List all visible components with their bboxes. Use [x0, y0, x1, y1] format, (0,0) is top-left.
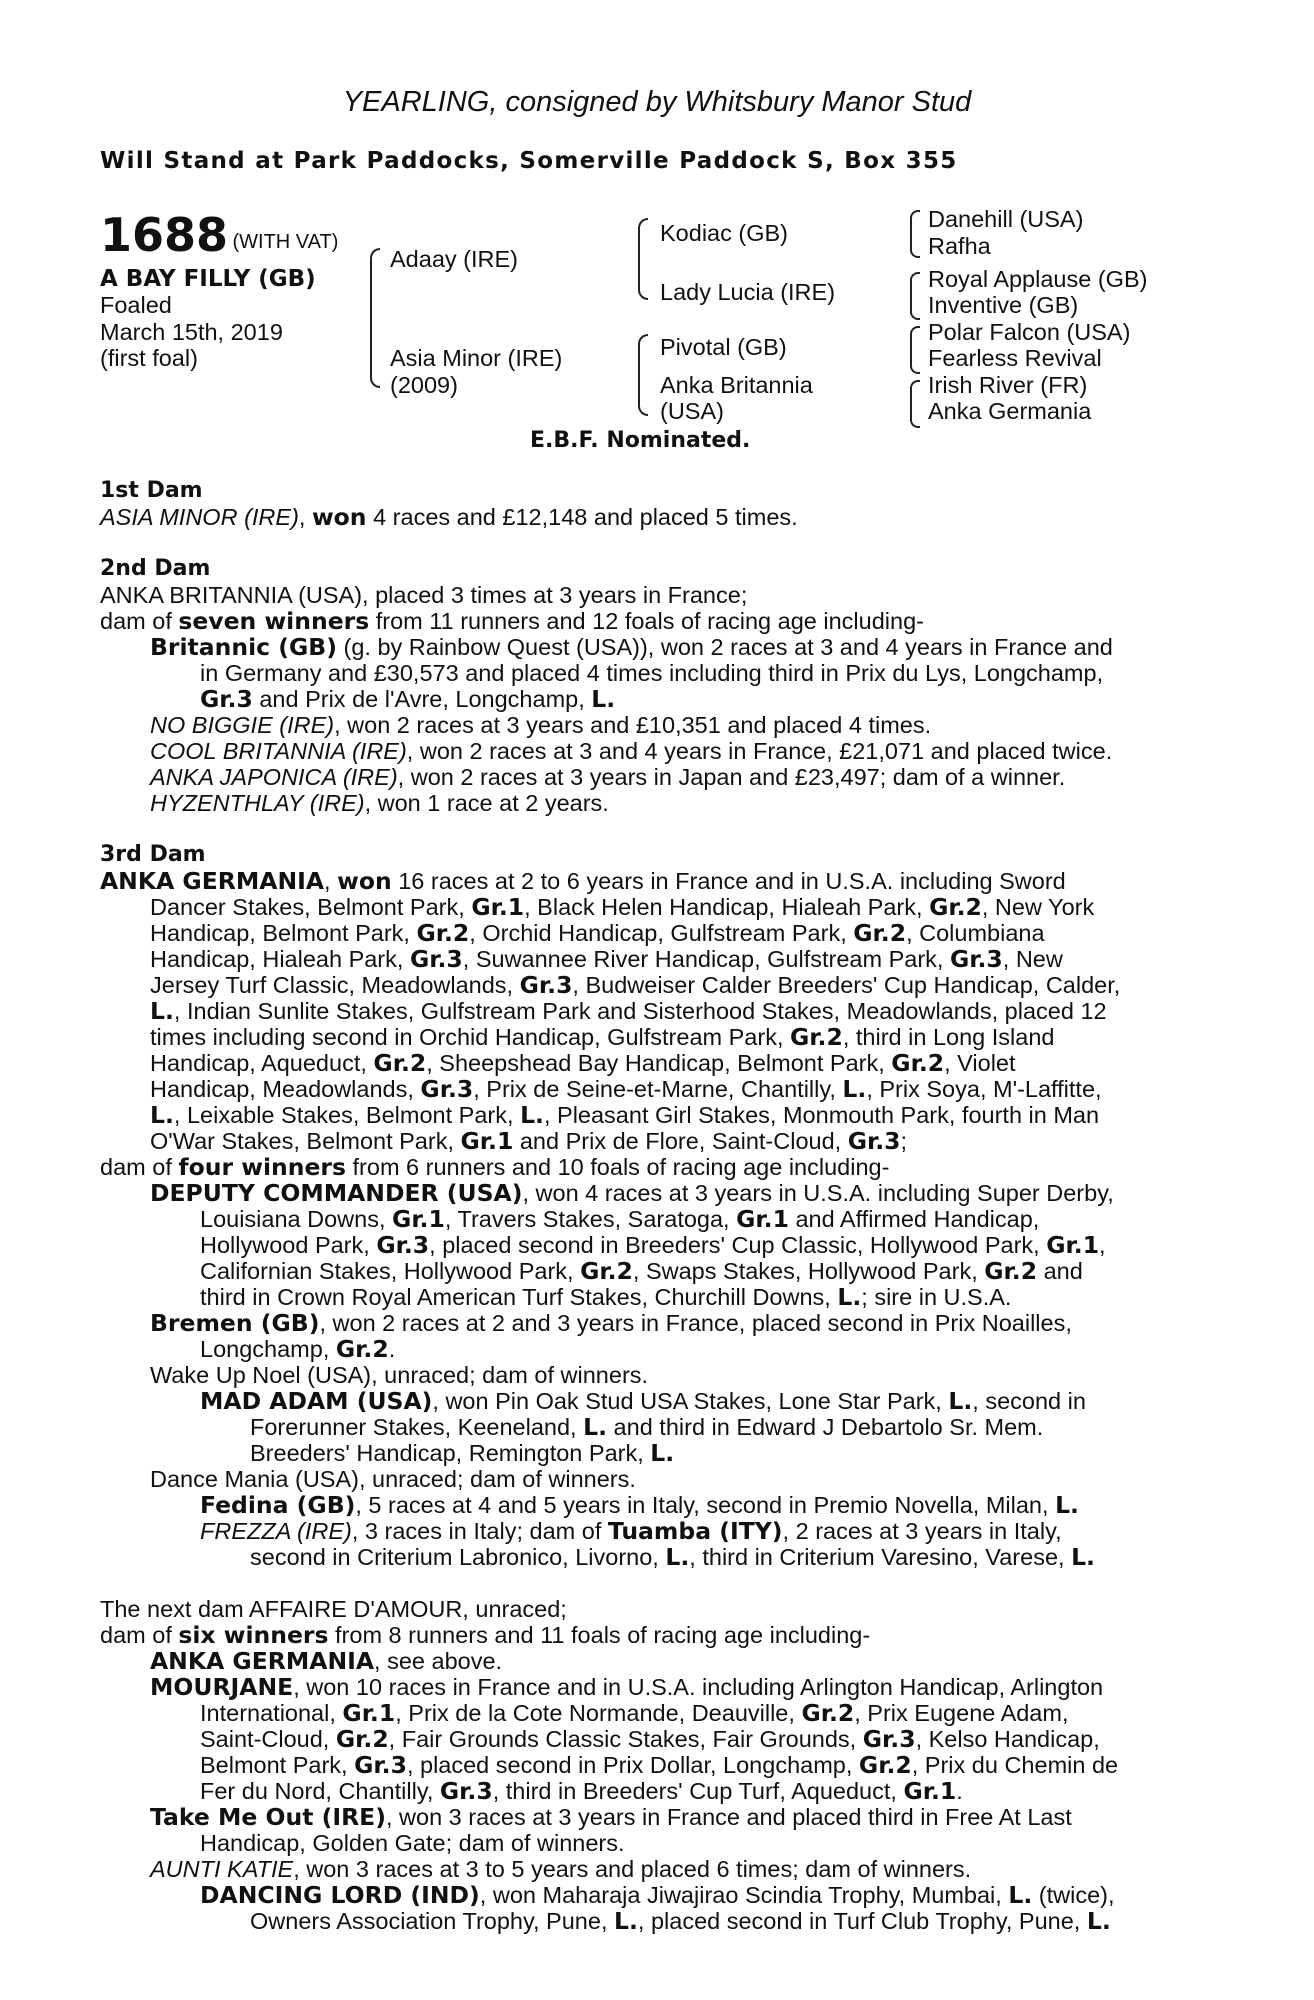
pedigree-g8: Anka Germania — [928, 398, 1092, 424]
dam-of-post: from 11 runners and 12 foals of racing age including- — [369, 608, 924, 634]
anka-germania-record-line: Jersey Turf Classic, Meadowlands, Gr.3, Budweiser Calder Breeders' Cup Handicap, Calder, — [150, 971, 1121, 999]
pedigree-g5: Polar Falcon (USA) — [928, 319, 1131, 345]
mad-adam-line: Breeders' Handicap, Remington Park, L. — [250, 1439, 675, 1467]
frezza-line: FREZZA (IRE), 3 races in Italy; dam of Tuamba (ITY), 2 races at 3 years in Italy, — [200, 1517, 1062, 1545]
mad-adam-line: MAD ADAM (USA), won Pin Oak Stud USA Stakes, Lone Star Park, L., second in — [200, 1387, 1086, 1415]
pedigree-g2: Rafha — [928, 233, 991, 259]
third-dam-heading: 3rd Dam — [100, 842, 206, 867]
horse-name: A BAY FILLY (GB) — [100, 266, 316, 292]
anka-germania-line: ANKA GERMANIA, won 16 races at 2 to 6 years in France and in U.S.A. including Sword — [100, 867, 1066, 895]
first-dam-rest: 4 races and £12,148 and placed 5 times. — [366, 504, 798, 530]
second-dam-line1: ANKA BRITANNIA (USA), placed 3 times at 3 years in France; — [100, 582, 748, 608]
first-dam-line: ASIA MINOR (IRE), won 4 races and £12,148 and placed 5 times. — [100, 503, 798, 531]
g-brace-4 — [910, 380, 920, 428]
mourjane-line: Saint-Cloud, Gr.2, Fair Grounds Classic Stakes, Fair Grounds, Gr.3, Kelso Handicap, — [200, 1725, 1100, 1753]
pedigree-g1: Danehill (USA) — [928, 206, 1084, 232]
britannic-line3 — [200, 686, 615, 712]
pedigree-g6: Fearless Revival — [928, 345, 1102, 371]
deputy-commander-line: Californian Stakes, Hollywood Park, Gr.2, Swaps Stakes, Hollywood Park, Gr.2 and — [200, 1257, 1083, 1285]
nobiggie-rest: , won 2 races at 3 years and £10,351 and placed 4 times. — [334, 712, 932, 738]
bremen-line: Longchamp, Gr.2. — [200, 1335, 396, 1363]
second-dam-heading: 2nd Dam — [100, 556, 211, 581]
anka-germania-record-line: Handicap, Belmont Park, Gr.2, Orchid Handicap, Gulfstream Park, Gr.2, Columbiana — [150, 919, 1045, 947]
pedigree-g4: Inventive (GB) — [928, 292, 1079, 318]
cool-name: COOL BRITANNIA (IRE) — [150, 738, 407, 764]
deputy-commander-line: DEPUTY COMMANDER (USA), won 4 races at 3 years in U.S.A. including Super Derby, — [150, 1179, 1114, 1207]
pedigree-sire: Adaay (IRE) — [390, 246, 518, 272]
fedina-line: Fedina (GB), 5 races at 4 and 5 years in Italy, second in Premio Novella, Milan, L. — [200, 1491, 1079, 1519]
take-me-out-line: Take Me Out (IRE), won 3 races at 3 years in France and placed third in Free At Last — [150, 1803, 1072, 1831]
sire-dam-brace — [370, 248, 380, 388]
dam-of-pre: dam of — [100, 608, 179, 634]
japonica-name: ANKA JAPONICA (IRE) — [150, 764, 398, 790]
nobiggie-line — [150, 712, 931, 738]
anka-germania-record-line: Dancer Stakes, Belmont Park, Gr.1, Black Helen Handicap, Hialeah Park, Gr.2, New York — [150, 893, 1095, 921]
pedigree-dam: Asia Minor (IRE) — [390, 345, 563, 371]
first-foal-note: (first foal) — [100, 345, 198, 371]
anka-germania-record-line: O'War Stakes, Belmont Park, Gr.1 and Prix de Flore, Saint-Cloud, Gr.3; — [150, 1127, 908, 1155]
sire-parents-brace — [638, 218, 648, 300]
mourjane-line: Fer du Nord, Chantilly, Gr.3, third in Breeders' Cup Turf, Aqueduct, Gr.1. — [200, 1777, 963, 1805]
ebf-nominated: E.B.F. Nominated. — [530, 428, 751, 453]
foaled-date: March 15th, 2019 — [100, 319, 283, 345]
nobiggie-name: NO BIGGIE (IRE) — [150, 712, 335, 738]
hyz-rest: , won 1 race at 2 years. — [364, 790, 609, 816]
anka-germania-record-line: Handicap, Hialeah Park, Gr.3, Suwannee River Handicap, Gulfstream Park, Gr.3, New — [150, 945, 1063, 973]
hyz-name: HYZENTHLAY (IRE) — [150, 790, 365, 816]
mourjane-line: Belmont Park, Gr.3, placed second in Prix Dollar, Longchamp, Gr.2, Prix du Chemin de — [200, 1751, 1119, 1779]
anka-germania-record-line: Handicap, Aqueduct, Gr.2, Sheepshead Bay Handicap, Belmont Park, Gr.2, Violet — [150, 1049, 1016, 1077]
pedigree-dam-dam: Anka Britannia — [660, 372, 813, 398]
britannic-gr: Gr.3 — [200, 685, 253, 713]
pedigree-dam-sire: Pivotal (GB) — [660, 334, 787, 360]
pedigree-sire-dam: Lady Lucia (IRE) — [660, 279, 836, 305]
foaled-label: Foaled — [100, 292, 172, 318]
catalogue-title: YEARLING, consigned by Whitsbury Manor Stud — [342, 86, 972, 118]
anka-germania-record-line: Handicap, Meadowlands, Gr.3, Prix de Seine-et-Marne, Chantilly, L., Prix Soya, M'-Laffitte, — [150, 1075, 1102, 1103]
vat-note: (WITH VAT) — [232, 231, 339, 253]
anka-japonica-line — [150, 764, 1065, 790]
take-me-out-line: Handicap, Golden Gate; dam of winners. — [200, 1830, 625, 1856]
cool-britannia-line — [150, 738, 1112, 764]
japonica-rest: , won 2 races at 3 years in Japan and £23,497; dam of a winner. — [397, 764, 1066, 790]
lot-number: 1688 — [100, 208, 229, 262]
first-dam-won: won — [311, 503, 367, 531]
dancing-lord-line: DANCING LORD (IND), won Maharaja Jiwajirao Scindia Trophy, Mumbai, L. (twice), — [200, 1881, 1115, 1909]
britannic-l3: and Prix de l'Avre, Longchamp, — [252, 686, 592, 712]
aunti-katie-line: AUNTI KATIE, won 3 races at 3 to 5 years and placed 6 times; dam of winners. — [150, 1856, 972, 1882]
lot-number-row — [100, 208, 338, 262]
next-dam-dam-of: dam of six winners from 8 runners and 11 foals of racing age including- — [100, 1621, 871, 1649]
second-dam-dam-of — [100, 608, 924, 634]
mad-adam-line: Forerunner Stakes, Keeneland, L. and third in Edward J Debartolo Sr. Mem. — [250, 1413, 1044, 1441]
pedigree-g7: Irish River (FR) — [928, 372, 1088, 398]
anka-germania-record-line: L., Indian Sunlite Stakes, Gulfstream Park and Sisterhood Stakes, Meadowlands, placed 12 — [150, 997, 1107, 1025]
dam-of-bold: seven winners — [178, 607, 370, 635]
g-brace-2 — [910, 272, 920, 320]
stand-location: Will Stand at Park Paddocks, Somerville Paddock S, Box 355 — [100, 148, 958, 174]
pedigree-dam-dam-country: (USA) — [660, 398, 724, 424]
wake-up-noel-line: Wake Up Noel (USA), unraced; dam of winners. — [150, 1362, 649, 1388]
anka-germania-record-line: times including second in Orchid Handicap, Gulfstream Park, Gr.2, third in Long Island — [150, 1023, 1055, 1051]
britannic-line2: in Germany and £30,573 and placed 4 times including third in Prix du Lys, Longchamp, — [200, 660, 1104, 686]
anka-germania-record-line: L., Leixable Stakes, Belmont Park, L., Pleasant Girl Stakes, Monmouth Park, fourth in Man — [150, 1101, 1100, 1129]
britannic-listed: L. — [591, 685, 616, 713]
hyzenthlay-line — [150, 790, 609, 816]
pedigree-dam-year: (2009) — [390, 372, 458, 398]
dam-parents-brace — [638, 334, 648, 416]
g-brace-1 — [910, 210, 920, 258]
g-brace-3 — [910, 326, 920, 374]
next-dam-anka-line: ANKA GERMANIA, see above. — [150, 1647, 503, 1675]
britannic-l1: (g. by Rainbow Quest (USA)), won 2 races at 3 and 4 years in France and — [336, 634, 1113, 660]
pedigree-g3: Royal Applause (GB) — [928, 266, 1148, 292]
deputy-commander-line: Hollywood Park, Gr.3, placed second in Breeders' Cup Classic, Hollywood Park, Gr.1, — [200, 1231, 1106, 1259]
third-dam-dam-of: dam of four winners from 6 runners and 10 foals of racing age including- — [100, 1153, 890, 1181]
deputy-commander-line: Louisiana Downs, Gr.1, Travers Stakes, Saratoga, Gr.1 and Affirmed Handicap, — [200, 1205, 1040, 1233]
mourjane-line: International, Gr.1, Prix de la Cote Normande, Deauville, Gr.2, Prix Eugene Adam, — [200, 1699, 1069, 1727]
britannic-line1 — [150, 634, 1113, 660]
mourjane-line: MOURJANE, won 10 races in France and in U.S.A. including Arlington Handicap, Arlington — [150, 1673, 1104, 1701]
pedigree-sire-sire: Kodiac (GB) — [660, 220, 788, 246]
cool-rest: , won 2 races at 3 and 4 years in France, £21,071 and placed twice. — [406, 738, 1113, 764]
britannic-name: Britannic (GB) — [150, 633, 337, 661]
dance-mania-line: Dance Mania (USA), unraced; dam of winners. — [150, 1466, 636, 1492]
frezza-line: second in Criterium Labronico, Livorno, L., third in Criterium Varesino, Varese, L. — [250, 1543, 1095, 1571]
next-dam-line: The next dam AFFAIRE D'AMOUR, unraced; — [100, 1596, 567, 1622]
first-dam-heading: 1st Dam — [100, 478, 203, 503]
bremen-line: Bremen (GB), won 2 races at 2 and 3 years in France, placed second in Prix Noailles, — [150, 1309, 1072, 1337]
deputy-commander-line: third in Crown Royal American Turf Stakes, Churchill Downs, L.; sire in U.S.A. — [200, 1283, 1012, 1311]
dancing-lord-line: Owners Association Trophy, Pune, L., placed second in Turf Club Trophy, Pune, L. — [250, 1907, 1111, 1935]
first-dam-name: ASIA MINOR (IRE) — [100, 504, 299, 530]
